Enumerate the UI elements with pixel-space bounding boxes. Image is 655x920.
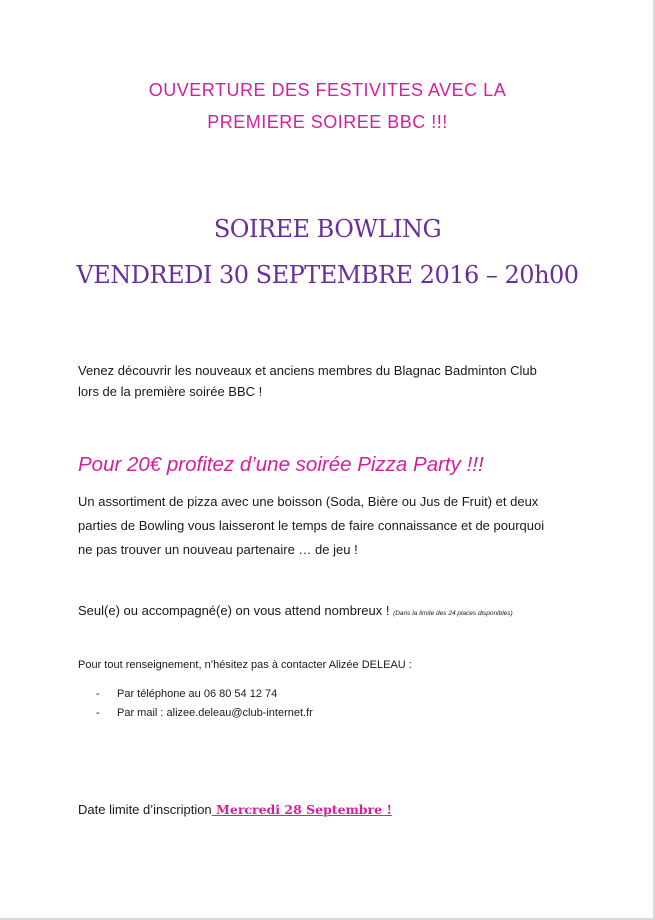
contact-item-phone [96,685,313,704]
deadline-date: Mercredi 28 Septembre ! [211,802,392,817]
header-line-1: OUVERTURE DES FESTIVITES AVEC LA [148,80,507,100]
details-line-3: ne pas trouver un nouveau partenaire … de jeu ! [78,542,358,557]
bullet-dash: - [96,707,100,719]
details-paragraph [78,490,588,562]
details-line-1: Un assortiment de pizza avec une boisson (Soda, Bière ou Jus de Fruit) et deux [78,494,539,509]
intro-line-2: lors de la première soirée BBC ! [78,384,263,399]
intro-paragraph [78,360,588,402]
capacity-note: (Dans la limite des 24 places disponibles) [393,610,513,617]
contact-item-mail [96,704,313,723]
event-title-block [0,206,655,298]
contact-mail: Par mail : alizee.deleau@club-internet.fr [117,707,313,719]
details-line-2: parties de Bowling vous laisseront le temps de faire connaissance et de pourquoi [78,518,545,533]
welcome-paragraph [78,601,618,624]
event-date: VENDREDI 30 SEPTEMBRE 2016 – 20h00 [76,261,579,289]
contact-list [96,685,313,723]
registration-deadline [78,800,588,820]
header-line-2: PREMIERE SOIREE BBC !!! [207,112,448,132]
offer-headline: Pour 20€ profitez d’une soirée Pizza Party !!! [78,453,484,476]
festivities-header [0,74,655,138]
intro-line-1: Venez découvrir les nouveaux et anciens membres du Blagnac Badminton Club [78,363,537,378]
contact-phone: Par téléphone au 06 80 54 12 74 [117,688,278,700]
bullet-dash: - [96,688,100,700]
event-title: SOIREE BOWLING [213,215,442,243]
deadline-label: Date limite d’inscription [78,802,212,817]
contact-intro: Pour tout renseignement, n’hésitez pas à contacter Alizée DELEAU : [78,659,412,671]
welcome-text: Seul(e) ou accompagné(e) on vous attend nombreux ! [78,603,394,618]
